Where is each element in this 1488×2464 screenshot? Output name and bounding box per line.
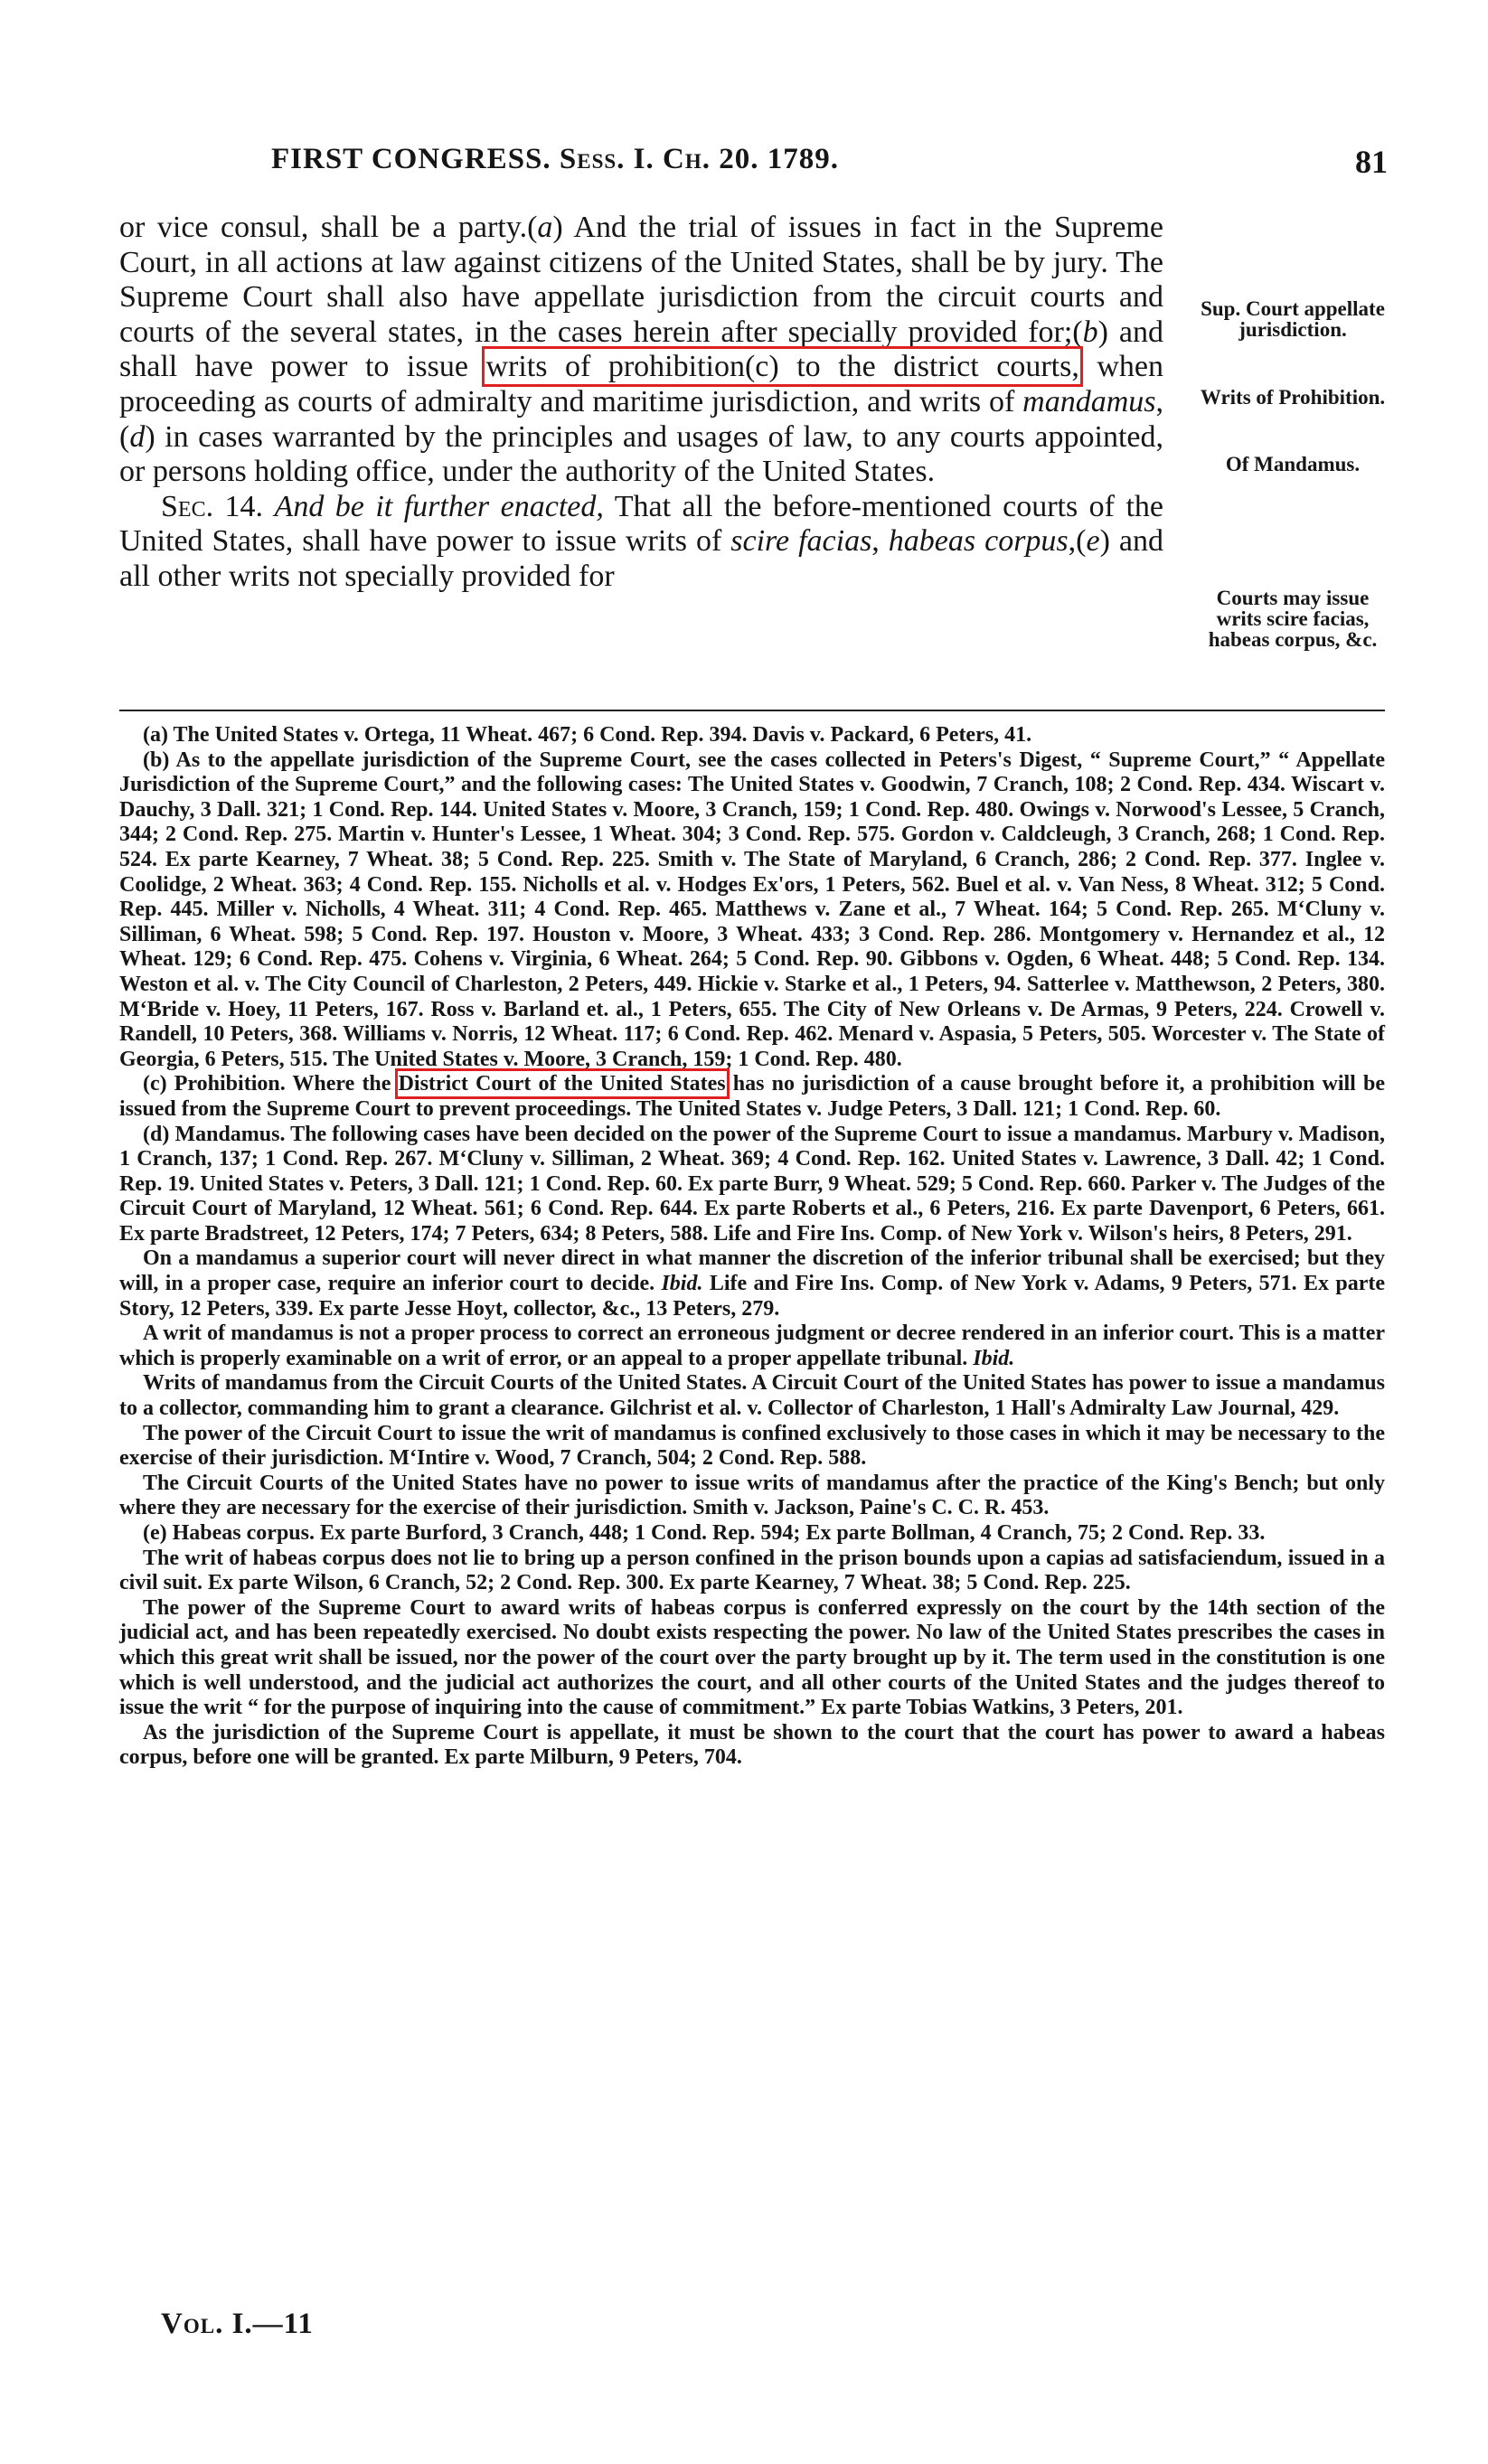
text-segment: ) and all other writs not specially provided for bbox=[119, 524, 1163, 593]
page-header bbox=[271, 143, 1388, 188]
session-chapter-year: Sess. I. Ch. 20. 1789. bbox=[559, 143, 839, 175]
statute-text bbox=[119, 211, 1163, 595]
footnote-divider bbox=[119, 710, 1385, 711]
margin-note-prohibition: Writs of Prohibition. bbox=[1200, 386, 1386, 409]
text-segment: ) And the trial of issues in fact in the Supreme Court, in all actions at law against citizens of the United States, shall be by jury. The Supreme Court shall also have appellate jurisdiction from the circuit courts and courts of the several states, in the cases herein after specially provided for;( bbox=[119, 211, 1163, 349]
scire-facias-italic: scire facias bbox=[730, 524, 872, 559]
statute-paragraph-2 bbox=[119, 490, 1163, 595]
text-segment: has no jurisdiction of a cause brought before it, a prohibition will be issued from the Supreme Court to prevent proceedings. The United States v. Judge Peters, 3 Dall. 121; 1 Cond. Rep. 60. bbox=[119, 1072, 1385, 1121]
statute-paragraph-1 bbox=[119, 211, 1163, 490]
footnote-e-2: The writ of habeas corpus does not lie to bring up a person confined in the prison bounds upon a capias ad satisfaciendum, issued in a civil suit. Ex parte Wilson, 6 Cranch, 52; 2 Cond. Rep. 300. Ex parte Kearney, 7 Wheat. 38; 5 Cond. Rep. 225. bbox=[119, 1546, 1385, 1595]
margin-note-courts-may: Courts may issue writs scire facias, habeas corpus, &c. bbox=[1208, 587, 1378, 651]
running-head bbox=[271, 143, 839, 176]
text-segment: A writ of mandamus is not a proper process to correct an erroneous judgment or decree rendered in an inferior court. This is a matter which is properly examinable on a writ of error, or an appeal to a proper appellate tribunal. bbox=[119, 1321, 1385, 1370]
footnote-c bbox=[119, 1072, 1385, 1122]
margin-note-mandamus: Of Mandamus. bbox=[1225, 453, 1361, 475]
page-number: 81 bbox=[1355, 144, 1388, 180]
volume-signature: Vol. I.—11 bbox=[161, 2308, 314, 2340]
ibid-italic: Ibid. bbox=[973, 1346, 1015, 1370]
text-segment: when proceeding as courts of admiralty and maritime jurisdiction, and writs of bbox=[119, 350, 1164, 419]
footnote-d-3 bbox=[119, 1321, 1385, 1371]
text-segment: ) in cases warranted by the principles and usages of law, to any courts appointed, or persons holding office, under the authority of the United States. bbox=[119, 419, 1163, 489]
footnote-d-4: Writs of mandamus from the Circuit Courts of the United States. A Circuit Court of the United States has power to issue a mandamus to a collector, commanding him to grant a clearance. Gilchrist et al. v. Collector of Charleston, 1 Hall's Admiralty Law Journal, 429. bbox=[119, 1371, 1385, 1421]
text-segment: Life and Fire Ins. Comp. of New York v. Adams, 9 Peters, 571. Ex parte Story, 12 Peters, 339. Ex parte Jesse Hoyt, collector, &c., 13 Peters, 279. bbox=[119, 1272, 1386, 1321]
text-segment: On a mandamus a superior court will never direct in what manner the discretion of the inferior tribunal shall be exercised; but they will, in a proper case, require an inferior court to decide. bbox=[119, 1246, 1385, 1296]
note-ref-b: b bbox=[1082, 315, 1098, 349]
footnote-e-4: As the jurisdiction of the Supreme Court is appellate, it must be shown to the court that the court has power to award a habeas corpus, before one will be granted. Ex parte Milburn, 9 Peters, 704. bbox=[119, 1720, 1385, 1770]
ibid-italic: Ibid. bbox=[661, 1272, 703, 1296]
footnote-d-5: The power of the Circuit Court to issue the writ of mandamus is confined exclusively to those cases in which it may be necessary to the exercise of their jurisdiction. M‘Intire v. Wood, 7 Cranch, 504; 2 Cond. Rep. 588. bbox=[119, 1421, 1385, 1471]
footnote-e-3: The power of the Supreme Court to award writs of habeas corpus is conferred expressly on the court by the 14th section of the judicial act, and has been repeatedly exercised. No doubt exists respecting the power. No law of the United States prescribes the cases in which this great writ shall be issued, nor the power of the court over the party brought up by it. The term used in the constitution is one which is well understood, and the judicial act authorizes the court, and all other courts of the United States and the judges thereof to issue the writ “ for the purpose of inquiring into the cause of commitment.” Ex parte Tobias Watkins, 3 Peters, 201. bbox=[119, 1595, 1385, 1720]
highlighted-writs-of-prohibition: writs of prohibition(c) to the district courts, bbox=[485, 350, 1079, 384]
text-segment: or vice consul, shall be a party.( bbox=[119, 211, 538, 244]
note-ref-e: e bbox=[1086, 524, 1100, 559]
mandamus-italic: mandamus bbox=[1022, 384, 1156, 419]
congress-title: FIRST CONGRESS. bbox=[271, 143, 551, 175]
footnote-e: (e) Habeas corpus. Ex parte Burford, 3 Cranch, 448; 1 Cond. Rep. 594; Ex parte Bollman, 4 Cranch, 75; 2 Cond. Rep. 33. bbox=[143, 1521, 1266, 1545]
text-segment: ,( bbox=[119, 384, 1163, 454]
text-segment: (c) Prohibition. Where the bbox=[143, 1072, 399, 1096]
text-segment: ) and shall have power to issue bbox=[119, 315, 1163, 384]
footnote-a: (a) The United States v. Ortega, 11 Wheat. 467; 6 Cond. Rep. 394. Davis v. Packard, 6 Peters, 41. bbox=[143, 723, 1032, 747]
habeas-corpus-italic: habeas corpus bbox=[888, 524, 1069, 559]
enacting-clause: And be it further enacted, bbox=[274, 489, 604, 523]
footnote-d-2 bbox=[119, 1246, 1385, 1321]
text-segment: , bbox=[871, 524, 889, 559]
note-ref-d: d bbox=[129, 419, 146, 454]
section-number: Sec. 14. bbox=[161, 489, 264, 523]
footnotes bbox=[119, 723, 1385, 1771]
footnote-b: (b) As to the appellate jurisdiction of the Supreme Court, see the cases collected in Peters's Digest, “ Supreme Court,” “ Appellate Jurisdiction of the Supreme Court,” and the following cases: The United States v. Goodwin, 7 Cranch, 108; 2 Cond. Rep. 434. Wiscart v. Dauchy, 3 Dall. 321; 1 Cond. Rep. 144. United States v. Moore, 3 Cranch, 159; 1 Cond. Rep. 480. Owings v. Norwood's Lessee, 5 Cranch, 344; 2 Cond. Rep. 275. Martin v. Hunter's Lessee, 1 Wheat. 304; 3 Cond. Rep. 575. Gordon v. Caldcleugh, 3 Cranch, 268; 1 Cond. Rep. 524. Ex parte Kearney, 7 Wheat. 38; 5 Cond. Rep. 225. Smith v. The State of Maryland, 6 Cranch, 286; 2 Cond. Rep. 377. Inglee v. Coolidge, 2 Wheat. 363; 4 Cond. Rep. 155. Nicholls et al. v. Hodges Ex'ors, 1 Peters, 562. Buel et al. v. Van Ness, 8 Wheat. 312; 5 Cond. Rep. 445. Miller v. Nicholls, 4 Wheat. 311; 4 Cond. Rep. 465. Matthews v. Zane et al., 7 Wheat. 164; 5 Cond. Rep. 265. M‘Cluny v. Silliman, 6 Wheat. 598; 5 Cond. Rep. 197. Houston v. Moore, 3 Wheat. 433; 3 Cond. Rep. 286. Montgomery v. Hernandez et al., 12 Wheat. 129; 6 Cond. Rep. 475. Cohens v. Virginia, 6 Wheat. 264; 5 Cond. Rep. 90. Gibbons v. Ogden, 6 Wheat. 448; 5 Cond. Rep. 134. Weston et al. v. The City Council of Charleston, 2 Peters, 449. Hickie v. Starke et al., 1 Peters, 94. Satterlee v. Matthewson, 2 Peters, 380. M‘Bride v. Hoey, 11 Peters, 167. Ross v. Barland et. al., 1 Peters, 655. The City of New Orleans v. De Armas, 9 Peters, 224. Crowell v. Randell, 10 Peters, 368. Williams v. Norris, 12 Wheat. 117; 6 Cond. Rep. 462. Menard v. Aspasia, 5 Peters, 505. Worcester v. The State of Georgia, 6 Peters, 515. The United States v. Moore, 3 Cranch, 159; 1 Cond. Rep. 480. bbox=[119, 748, 1385, 1071]
footnote-d: (d) Mandamus. The following cases have been decided on the power of the Supreme Court to issue a mandamus. Marbury v. Madison, 1 Cranch, 137; 1 Cond. Rep. 267. M‘Cluny v. Silliman, 2 Wheat. 369; 4 Cond. Rep. 162. United States v. Lawrence, 3 Dall. 42; 1 Cond. Rep. 19. United States v. Peters, 3 Dall. 121; 1 Cond. Rep. 60. Ex parte Burr, 9 Wheat. 529; 5 Cond. Rep. 660. Parker v. The Judges of the Circuit Court of Maryland, 12 Wheat. 561; 6 Cond. Rep. 644. Ex parte Roberts et al., 6 Peters, 216. Ex parte Davenport, 6 Peters, 661. Ex parte Bradstreet, 12 Peters, 174; 7 Peters, 634; 8 Peters, 588. Life and Fire Ins. Comp. of New York v. Wilson's heirs, 8 Peters, 291. bbox=[119, 1122, 1385, 1246]
margin-note-sup-court: Sup. Court appellate jurisdiction. bbox=[1201, 297, 1385, 341]
highlighted-district-court: District Court of the United States bbox=[398, 1072, 726, 1096]
note-ref-a: a bbox=[537, 211, 553, 244]
footnote-d-6: The Circuit Courts of the United States have no power to issue writs of mandamus after the practice of the King's Bench; but only where they are necessary for the exercise of their jurisdiction. Smith v. Jackson, Paine's C. C. R. 453. bbox=[119, 1471, 1385, 1520]
text-segment: ,( bbox=[1068, 524, 1087, 559]
text-segment: That all the before-mentioned courts of the United States, shall have power to issue writs of bbox=[119, 489, 1164, 559]
